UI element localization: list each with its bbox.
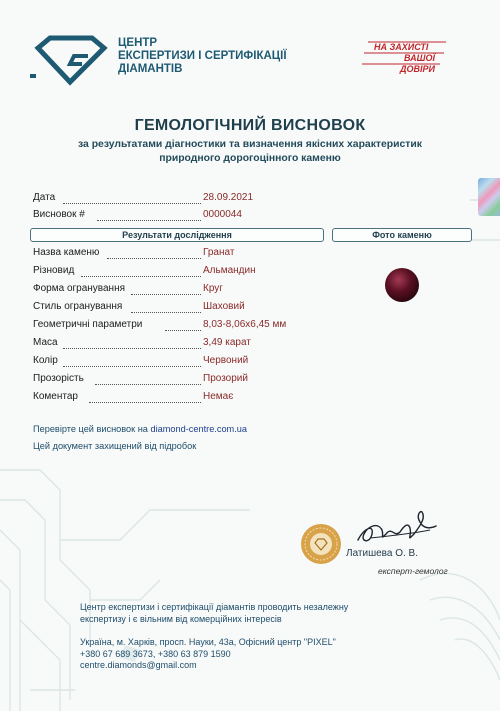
dot-leader [131,312,201,313]
motto-line3: ДОВІРИ [400,64,435,74]
motto-line1: НА ЗАХИСТІ [374,42,429,52]
field-row-color [33,355,249,366]
date-label: Дата [33,192,56,203]
dot-leader [63,348,201,349]
diamond-logo [30,34,110,86]
field-value: Круг [203,283,223,294]
org-name [118,37,287,76]
footer-phones: +380 67 689 3673, +380 63 879 1590 [80,648,231,659]
statement-line1: Центр експертизи і сертифікації діамантів проводить незалежну [80,602,349,612]
verify-link[interactable]: diamond-centre.com.ua [150,424,247,434]
field-label: Різновид [33,265,75,276]
document-title: ГЕМОЛОГІЧНИЙ ВИСНОВОК [134,117,366,134]
footer-email[interactable]: centre.diamonds@gmail.com [80,660,197,670]
dot-leader [131,294,201,295]
number-row [33,209,242,220]
dot-leader [95,384,201,385]
number-value: 0000044 [203,209,242,220]
field-label: Прозорість [33,373,84,384]
results-header: Результати дослідження [30,228,324,242]
subtitle-line1: за результатами діагностики та визначення якісних характеристик [78,139,422,150]
field-label: Коментар [33,391,78,402]
hologram-sticker [478,178,500,216]
field-label: Стиль огранування [33,301,123,312]
date-value: 28.09.2021 [203,192,254,203]
field-value: Червоний [203,355,249,366]
field-row-clarity [33,373,248,384]
verify-note [33,424,247,434]
field-row-variety [33,265,256,276]
expert-role: експерт-гемолог [378,566,448,576]
document-subtitle [0,138,500,166]
field-row-stone-name [33,247,235,258]
org-name-line3: ДІАМАНТІВ [118,63,183,75]
expert-name: Латишева О. В. [346,548,418,559]
gold-seal-icon [300,523,342,565]
field-label: Колір [33,355,58,366]
footer-contacts [80,637,336,672]
handwritten-signature [350,508,440,550]
field-value: 8,03-8,06x6,45 мм [203,319,287,330]
field-label: Маса [33,337,58,348]
field-row-cut-style [33,301,245,312]
field-label: Форма огранування [33,283,126,294]
dot-leader [81,276,201,277]
dot-leader [97,220,201,221]
field-value: Альмандин [203,265,256,276]
motto-badge [360,40,448,76]
dot-leader [107,258,201,259]
field-value: Шаховий [203,301,245,312]
dot-leader [63,203,201,204]
field-label: Геометричні параметри [33,319,143,330]
subtitle-line2: природного дорогоцінного каменю [159,153,341,164]
field-row-comment [33,391,234,402]
field-value: 3,49 карат [203,337,251,348]
footer-address: Україна, м. Харків, просп. Науки, 43а, Офісний центр "PIXEL" [80,637,336,647]
field-value: Немає [203,391,234,402]
footer-statement [80,602,348,625]
org-name-line1: ЦЕНТР [118,37,158,49]
field-row-mass [33,337,251,348]
field-value: Гранат [203,247,235,258]
motto-line2: ВАШОЇ [404,53,435,63]
statement-line2: експертизу і є вільним від комерційних інтересів [80,613,282,624]
org-name-line2: ЕКСПЕРТИЗИ І СЕРТИФІКАЦІЇ [118,50,287,62]
field-label: Назва каменю [33,247,100,258]
field-row-dimensions [33,319,287,330]
dot-leader [63,366,201,367]
dot-leader [89,402,201,403]
date-row [33,192,254,203]
field-value: Прозорий [203,373,248,384]
verify-text: Перевірте цей висновок на [33,424,151,434]
field-row-cut-shape [33,283,223,294]
dot-leader [165,330,201,331]
protected-note: Цей документ захищений від підробок [33,441,197,451]
photo-header: Фото каменю [332,228,472,242]
number-label: Висновок # [33,209,85,220]
gemstone-photo [385,268,419,302]
